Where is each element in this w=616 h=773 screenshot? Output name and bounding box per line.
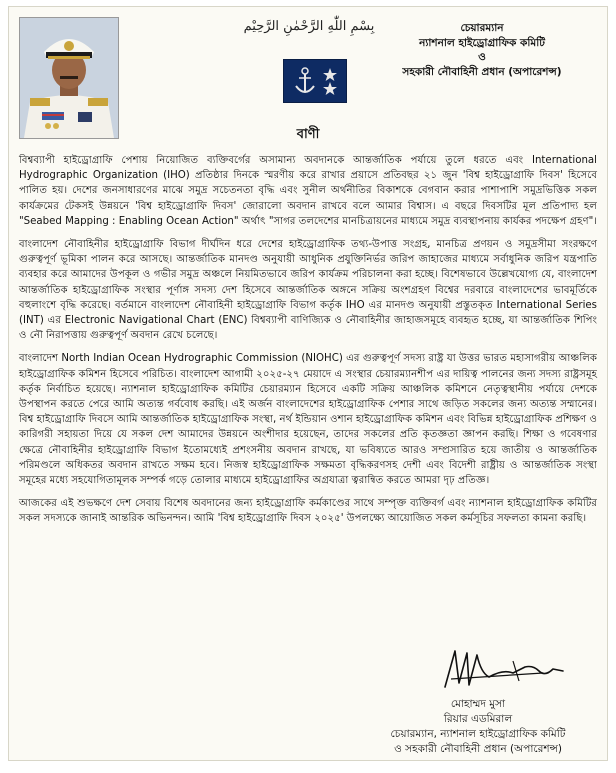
committee-name: ন্যাশনাল হাইড্রোগ্রাফিক কমিটি: [419, 36, 545, 49]
message-title: বাণী: [296, 127, 320, 142]
message-page: [8, 6, 608, 761]
signatory-position: ও সহকারী নৌবাহিনী প্রধান (অপারেশন্স): [394, 743, 562, 755]
handwritten-signature: [393, 643, 593, 695]
signatory-name: মোহাম্মদ মুসা: [450, 698, 506, 710]
signatory-rank: রিয়ার এডমিরাল: [443, 713, 513, 725]
conjunction: ও: [478, 51, 486, 63]
paragraph: আজকের এই শুভক্ষণে দেশ সেবায় বিশেষ অবদানের জন্য হাইড্রোগ্রাফি কর্মকাণ্ডের সাথে সম্পৃক্ত ব্যক্তিবর্গ এবং ন্যাশনাল হাইড্রোগ্রাফিক কমিটির সকল সদস্যকে জানাই আন্তরিক অভিনন্দন। আমি 'বিশ্ব হাইড্রোগ্রাফি দিবস ২০২৫' উপলক্ষ্যে আয়োজিত সকল কর্মসূচির সফলতা কামনা করছি।: [19, 498, 597, 525]
role-title: চেয়ারম্যান: [460, 22, 504, 34]
sender-role-block: [367, 21, 597, 79]
bismillah-calligraphy: بِسْمِ اللّٰهِ الرَّحْمٰنِ الرَّحِيْم: [243, 19, 375, 34]
position-name: সহকারী নৌবাহিনী প্রধান (অপারেশন্স): [402, 65, 562, 78]
signatory-title: চেয়ারম্যান, ন্যাশনাল হাইড্রোগ্রাফিক কমিটি: [390, 728, 566, 740]
navy-flag-emblem: [283, 59, 347, 103]
admiral-portrait: [19, 17, 119, 139]
paragraph: বাংলাদেশ নৌবাহিনীর হাইড্রোগ্রাফি বিভাগ দীর্ঘদিন ধরে দেশের হাইড্রোগ্রাফিক তথ্য-উপাত্ত সংগ্রহ, মানচিত্র প্রণয়ন ও সমুদ্রসীমা সংরক্ষণে গুরুত্বপূর্ণ ভূমিকা পালন করে আসছে। আন্তর্জাতিক মানদণ্ড অনুযায়ী আধুনিক প্রযুক্তিনির্ভর জরিপ জাহাজের মাধ্যমে সর্বাধুনিক জরিপ যন্ত্রপাতি ব্যবহার করে আমাদের উপকূল ও গভীর সমুদ্র অঞ্চলে নিয়মিতভাবে জরিপ কার্যক্রম পরিচালনা করা হচ্ছে। বিশেষভাবে উল্লেখযোগ্য যে, বাংলাদেশ আন্তর্জাতিক হাইড্রোগ্রাফিক সংস্থার পূর্ণাঙ্গ সদস্য দেশ হিসেবে আন্তর্জাতিক অঙ্গনে সক্রিয় অংশগ্রহণ বিশ্বের দরবারে বাংলাদেশের ভাবমূর্তিকে বহুলাংশে বৃদ্ধি করেছে। বর্তমানে বাংলাদেশ নৌবাহিনী হাইড্রোগ্রাফি বিভাগ কর্তৃক IHO এর মানদণ্ড অনুযায়ী প্রস্তুতকৃত International Series (INT) এর Electronic Navigational Chart (ENC) বিশ্বব্যাপী বাণিজ্যিক ও নৌবাহিনীর জাহাজসমূহে ব্যবহৃত হচ্ছে, যা আন্তর্জাতিক শিপিং ও নৌ নিরাপত্তায় গুরুত্বপূর্ণ অবদান রেখে চলেছে।: [19, 239, 597, 342]
message-body: [19, 153, 597, 535]
anchor-stars-icon: [284, 60, 346, 102]
signature-image: [393, 643, 593, 695]
paragraph: বিশ্বব্যাপী হাইড্রোগ্রাফি পেশায় নিয়োজিত ব্যক্তিবর্গের অসামান্য অবদানকে আন্তর্জাতিক পর্যায়ে তুলে ধরতে এবং International Hydrographic Organization (IHO) প্রতিষ্ঠার দিনকে স্মরণীয় করে রাখার প্রয়াসে প্রতিবছর ২১ জুন 'বিশ্ব হাইড্রোগ্রাফি দিবস' হিসেবে পালিত হয়। দেশের জনসাধারণের মাঝে সমুদ্র সচেতনতা বৃদ্ধি এবং সুনীল অর্থনীতির বিকাশকে বেগবান করার পাশাপাশি সমুদ্রভিত্তিক সকল কার্যক্রমের টেকসই উন্নয়নে 'বিশ্ব হাইড্রোগ্রাফি দিবস' জোরালো অবদান রাখবে বলে আমার বিশ্বাস। এ বছরে দিবসটির মূল প্রতিপাদ্য হল "Seabed Mapping : Enabling Ocean Action" অর্থাৎ "সাগর তলদেশের মানচিত্রায়নের মাধ্যমে সমুদ্র ব্যবস্থাপনায় কার্যকর পদক্ষেপ গ্রহণ"।: [19, 155, 597, 227]
signatory-details: [363, 697, 593, 757]
portrait-image: [20, 18, 118, 138]
paragraph: বাংলাদেশ North Indian Ocean Hydrographic Commission (NIOHC) এর গুরুত্বপূর্ণ সদস্য রাষ্ট্র যা উত্তর ভারত মহাসাগরীয় আঞ্চলিক হাইড্রোগ্রাফিক কমিশন হিসেবে পরিচিত। বাংলাদেশ আগামী ২০২৫-২৭ মেয়াদে এ সংস্থার চেয়ারম্যানশীপ এর দায়িত্ব পালনের জন্য সদস্য রাষ্ট্রসমূহ কর্তৃক নির্বাচিত হয়েছে। ন্যাশনাল হাইড্রোগ্রাফিক কমিটির চেয়ারম্যান হিসেবে একটি সক্রিয় আঞ্চলিক কমিশনে নেতৃত্বস্থানীয় পর্যায়ে দেশকে উপস্থাপন করতে পেরে আমি অত্যন্ত গর্ববোধ করছি। এই অর্জন বাংলাদেশের হাইড্রোগ্রাফিক পেশার সাথে জড়িত সকলের জন্য অত্যন্ত সম্মানের। বিশ্ব হাইড্রোগ্রাফি দিবসে আমি আন্তর্জাতিক হাইড্রোগ্রাফিক সংস্থা, নর্থ ইন্ডিয়ান ওশান হাইড্রোগ্রাফিক কমিশন এবং বিভিন্ন হাইড্রোগ্রাফিক প্রশিক্ষণ ও কারিগরী সহায়তা দিয়ে যে সকল দেশ আমাদের উন্নয়নে অংশীদার হয়েছেন, তাদের সকলের প্রতি কৃতজ্ঞতা জ্ঞাপন করছি। শিক্ষা ও গবেষণার ক্ষেত্রে নৌবাহিনীর হাইড্রোগ্রাফি বিভাগ ইতোমধ্যেই প্রশংসনীয় অবদান রাখছে, যা ভবিষ্যতে আরও সম্প্রসারিত হয়ে জাতীয় ও আন্তর্জাতিক পরিমণ্ডলে অধিকতর অবদান রাখতে সক্ষম হবে। নিজস্ব হাইড্রোগ্রাফিক সক্ষমতা বৃদ্ধিকরণসহ দেশী এবং বিদেশী রাষ্ট্রীয় ও আন্তর্জাতিক সংস্থা সমূহের মধ্যে সহযোগিতামূলক সম্পর্ক গড়ে তোলার মাধ্যমে হাইড্রোগ্রাফির অগ্রযাত্রা ত্বরান্বিত করতে আমরা দৃঢ় প্রতিজ্ঞ।: [19, 353, 597, 487]
